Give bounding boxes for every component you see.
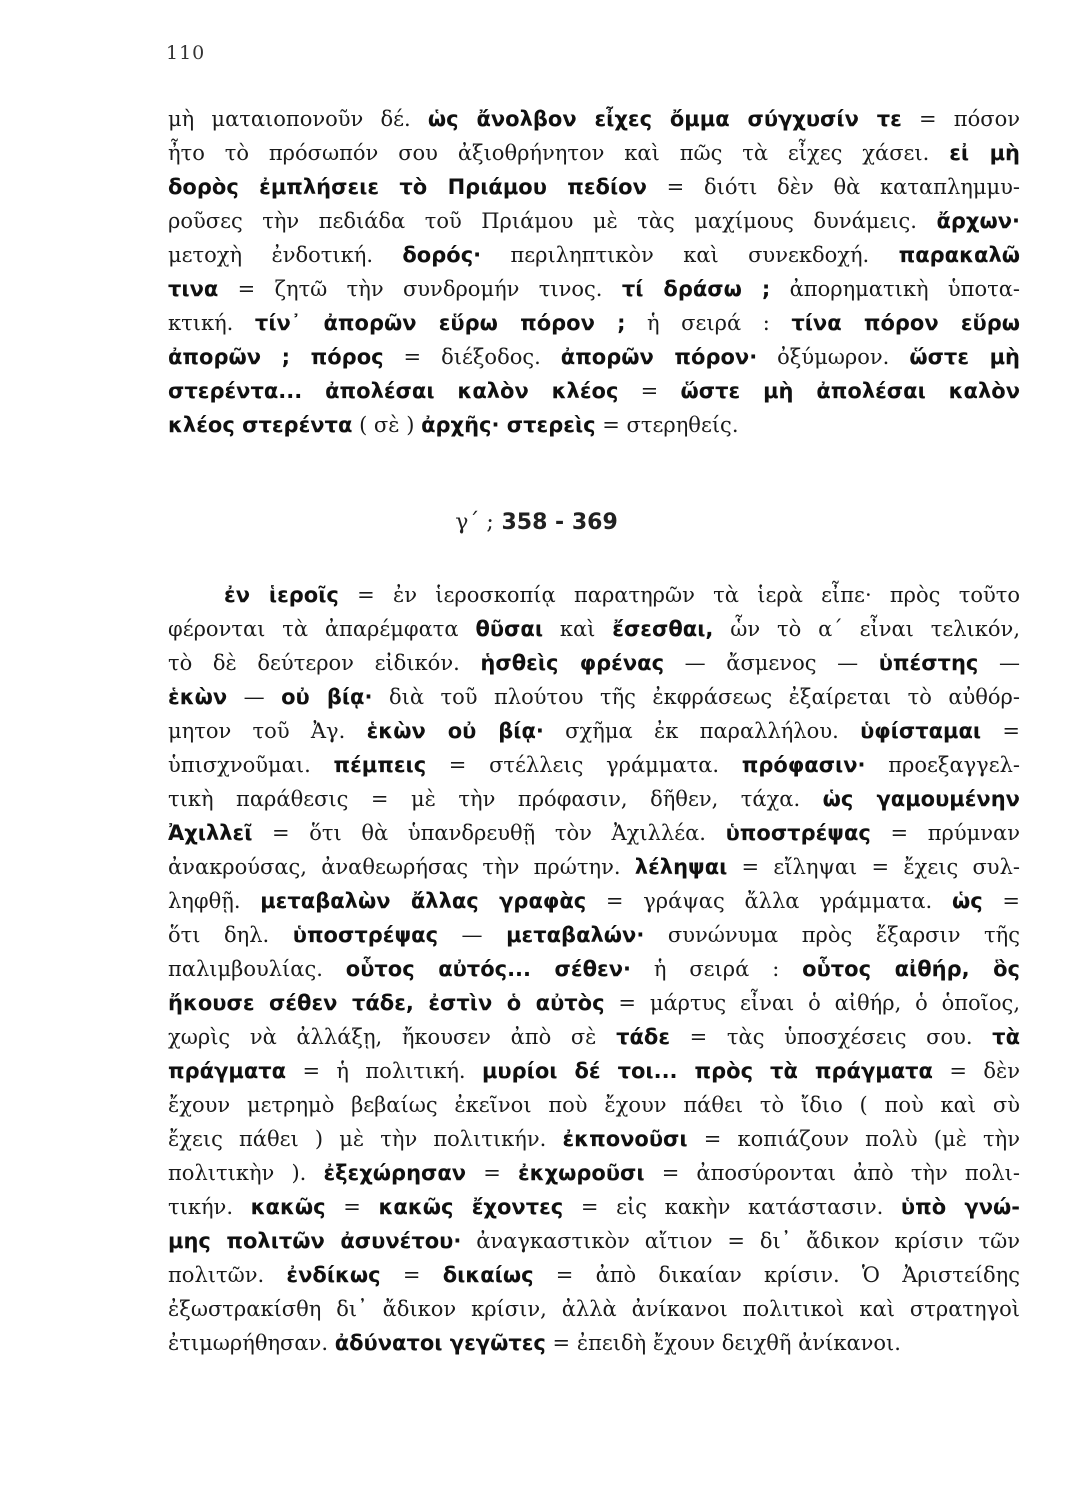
lemma-bold: ἐξεχώρησαν	[323, 1161, 467, 1185]
gloss-text: = μάρτυς εἶναι ὁ αἰθήρ, ὁ ὁποῖος,	[604, 991, 1020, 1015]
lemma-bold: ἐκπονοῦσι	[562, 1127, 688, 1151]
lemma-bold: μεταβαλὼν ἄλλας γραφὰς	[260, 889, 587, 913]
lemma-bold: ἐκχωροῦσι	[517, 1161, 645, 1185]
lemma-bold: ὥστε μὴ ἀπολέσαι καλὸν	[680, 379, 1020, 403]
gloss-text: χωρὶς νὰ ἀλλάξῃ, ἤκουσεν ἀπὸ σὲ	[168, 1025, 617, 1049]
gloss-text: ροῦσες τὴν πεδιάδα τοῦ Πριάμου μὲ τὰς μαχίμους δυνάμεις.	[168, 209, 937, 233]
lemma-bold: ἀπορῶν ; πόρος	[168, 345, 384, 369]
section-line-range: 358 - 369	[501, 510, 618, 535]
gloss-text: = διέξοδος.	[383, 345, 561, 369]
gloss-text: φέρονται τὰ ἀπαρέμφατα	[168, 617, 476, 641]
gloss-text: συνώνυμα πρὸς ἔξαρσιν τῆς	[644, 923, 1020, 947]
text-line	[168, 1088, 1020, 1122]
gloss-text: τὸ δὲ δεύτερον εἰδικόν.	[168, 651, 481, 675]
lemma-bold: Ἀχιλλεῖ	[168, 821, 253, 845]
text-line	[168, 714, 1020, 748]
gloss-text: —	[227, 685, 282, 709]
text-line	[168, 204, 1020, 238]
lemma-bold: ὡς γαμουμένην	[822, 787, 1020, 811]
lemma-bold: ἀρχῆς· στερεὶς	[421, 413, 596, 437]
lemma-bold: ὑπέστης	[878, 651, 979, 675]
gloss-text: περιληπτικὸν καὶ συνεκδοχή.	[481, 243, 899, 267]
lemma-bold: ἀδύνατοι γεγῶτες	[334, 1331, 546, 1355]
text-line	[168, 816, 1020, 850]
lemma-bold: ἤκουσε σέθεν τάδε, ἐστὶν ὁ αὐτὸς	[168, 991, 605, 1015]
text-line	[168, 782, 1020, 816]
gloss-text: παλιμβουλίας.	[168, 957, 346, 981]
text-line	[168, 408, 1020, 442]
lemma-bold: μεταβαλών·	[506, 923, 645, 947]
gloss-text: =	[618, 379, 681, 403]
gloss-text: =	[982, 889, 1020, 913]
lemma-bold: δικαίως	[442, 1263, 534, 1287]
lemma-bold: ἑκὼν οὐ βίᾳ·	[366, 719, 544, 743]
lemma-bold: ἀπορῶν πόρον·	[560, 345, 758, 369]
gloss-text: ὅτι δηλ.	[168, 923, 293, 947]
page-number: 110	[166, 42, 206, 64]
text-line	[168, 170, 1020, 204]
text-line	[168, 986, 1020, 1020]
paragraph-commentary-1	[168, 102, 1020, 442]
text-line	[168, 1020, 1020, 1054]
lemma-bold: δορὸς ἐμπλήσειε τὸ Πριάμου πεδίον	[168, 175, 647, 199]
gloss-text: = στέλλεις γράμματα.	[426, 753, 742, 777]
gloss-text: = ἐπειδὴ ἔχουν δειχθῆ ἀνίκανοι.	[545, 1331, 901, 1355]
gloss-text: ( σὲ )	[352, 413, 422, 437]
text-line	[168, 1258, 1020, 1292]
gloss-text: =	[325, 1195, 379, 1219]
text-line	[168, 340, 1020, 374]
lemma-bold: κακῶς	[250, 1195, 326, 1219]
text-line	[168, 272, 1020, 306]
lemma-bold: ὑποστρέψας	[725, 821, 871, 845]
lemma-bold: ὑφίσταμαι	[860, 719, 982, 743]
gloss-text: = στερηθείς.	[595, 413, 739, 437]
lemma-bold: δορός·	[402, 243, 482, 267]
text-line	[168, 1292, 1020, 1326]
lemma-bold: ἄρχων·	[936, 209, 1020, 233]
gloss-text: μητον τοῦ Ἀγ.	[168, 719, 367, 743]
text-line	[168, 102, 1020, 136]
lemma-bold: ἐν ἱεροῖς	[224, 583, 339, 607]
lemma-bold: τάδε	[616, 1025, 671, 1049]
gloss-text: = ὅτι θὰ ὑπανδρευθῇ τὸν Ἀχιλλέα.	[252, 821, 726, 845]
lemma-bold: παρακαλῶ	[898, 243, 1020, 267]
text-line	[168, 646, 1020, 680]
lemma-bold: εἰ μὴ	[949, 141, 1020, 165]
text-line	[168, 578, 1020, 612]
gloss-text: πολιτικὴν ).	[168, 1161, 324, 1185]
paragraph-commentary-2	[168, 578, 1020, 1360]
lemma-bold: πράγματα	[168, 1059, 287, 1083]
gloss-text: = κοπιάζουν πολὺ (μὲ τὴν	[687, 1127, 1020, 1151]
lemma-bold: ὑποστρέψας	[292, 923, 439, 947]
text-line	[168, 952, 1020, 986]
lemma-bold: πρόφασιν·	[741, 753, 866, 777]
lemma-bold: ἐνδίκως	[286, 1263, 381, 1287]
lemma-bold: ὡς	[951, 889, 983, 913]
gloss-text: = δὲν	[932, 1059, 1020, 1083]
text-line	[168, 1190, 1020, 1224]
gloss-text: καὶ	[543, 617, 613, 641]
lemma-bold: τίν᾽ ἀπορῶν εὕρω πόρον ;	[254, 311, 626, 335]
gloss-text: = εἴληψαι = ἔχεις συλ-	[727, 855, 1020, 879]
text-line	[168, 1122, 1020, 1156]
lemma-bold: τὰ	[992, 1025, 1020, 1049]
gloss-text: = γράψας ἄλλα γράμματα.	[586, 889, 952, 913]
lemma-bold: μης πολιτῶν ἀσυνέτου·	[168, 1229, 462, 1253]
gloss-text: ἀπορηματικὴ ὑποτα-	[770, 277, 1020, 301]
gloss-text: —	[978, 651, 1020, 675]
gloss-text: = πόσον	[901, 107, 1020, 131]
gloss-text: ὑπισχνοῦμαι.	[168, 753, 334, 777]
lemma-bold: τί δράσω ;	[621, 277, 771, 301]
lemma-bold: οὗτος αὐτός... σέθεν·	[345, 957, 631, 981]
gloss-text: ἔχεις πάθει ) μὲ τὴν πολιτικήν.	[168, 1127, 563, 1151]
lemma-bold: ἔσεσθαι,	[612, 617, 714, 641]
text-line	[168, 136, 1020, 170]
gloss-text: =	[466, 1161, 518, 1185]
lemma-bold: λέληψαι	[634, 855, 728, 879]
gloss-text: ὀξύμωρον.	[757, 345, 910, 369]
gloss-text: διὰ τοῦ πλούτου τῆς ἐκφράσεως ἐξαίρεται τὸ αὐθόρ-	[372, 685, 1020, 709]
lemma-bold: τίνα πόρον εὕρω	[791, 311, 1020, 335]
gloss-text: = ἀποσύρονται ἀπὸ τὴν πολι-	[644, 1161, 1020, 1185]
gloss-text: προεξαγγελ-	[865, 753, 1020, 777]
gloss-text: κτική.	[168, 311, 255, 335]
lemma-bold: μυρίοι δέ τοι... πρὸς τὰ πράγματα	[481, 1059, 933, 1083]
lemma-bold: ὑπὸ γνώ-	[900, 1195, 1020, 1219]
gloss-text: ἦτο τὸ πρόσωπόν σου ἀξιοθρήνητον καὶ πῶς τὰ εἶχες χάσει.	[168, 141, 950, 165]
gloss-text: ἀναγκαστικὸν αἴτιον = δι᾽ ἄδικον κρίσιν τῶν	[461, 1229, 1020, 1253]
text-line	[168, 850, 1020, 884]
section-numeral: γ΄ ;	[455, 510, 494, 535]
text-line	[168, 306, 1020, 340]
gloss-text: ἡ σειρά :	[625, 311, 792, 335]
lemma-bold: ἑκὼν	[168, 685, 228, 709]
gloss-text: = διότι δὲν θὰ καταπλημμυ-	[646, 175, 1020, 199]
gloss-text: ἡ σειρά :	[630, 957, 803, 981]
lemma-bold: ὥστε μὴ	[909, 345, 1020, 369]
gloss-text: = ἐν ἱεροσκοπίᾳ παρατηρῶν τὰ ἱερὰ εἶπε· πρὸς τοῦτο	[338, 583, 1020, 607]
gloss-text: = ζητῶ τὴν συνδρομήν τινος.	[218, 277, 622, 301]
gloss-text: μὴ ματαιοπονοῦν δέ.	[168, 107, 428, 131]
lemma-bold: κακῶς ἔχοντες	[378, 1195, 564, 1219]
text-line	[168, 612, 1020, 646]
gloss-text: ἐξωστρακίσθη δι᾽ ἄδικον κρίσιν, ἀλλὰ ἀνίκανοι πολιτικοὶ καὶ στρατηγοὶ	[168, 1297, 1020, 1321]
text-line	[168, 918, 1020, 952]
text-line	[168, 680, 1020, 714]
lemma-bold: ἡσθεὶς φρένας	[480, 651, 665, 675]
gloss-text: —	[438, 923, 507, 947]
gloss-text: = τὰς ὑποσχέσεις σου.	[670, 1025, 993, 1049]
gloss-text: ὧν τὸ α΄ εἶναι τελικόν,	[713, 617, 1020, 641]
text-line	[168, 238, 1020, 272]
gloss-text: μετοχὴ ἐνδοτική.	[168, 243, 403, 267]
lemma-bold: θῦσαι	[475, 617, 544, 641]
text-line	[168, 748, 1020, 782]
lemma-bold: τινα	[168, 277, 219, 301]
lemma-bold: κλέος στερέντα	[168, 413, 353, 437]
gloss-text: = πρύμναν	[870, 821, 1020, 845]
text-line	[168, 1054, 1020, 1088]
gloss-text: — ἄσμενος —	[664, 651, 879, 675]
lemma-bold: πέμπεις	[333, 753, 427, 777]
gloss-text: ληφθῇ.	[168, 889, 261, 913]
gloss-text: ἐτιμωρήθησαν.	[168, 1331, 335, 1355]
lemma-bold: στερέντα... ἀπολέσαι καλὸν κλέος	[168, 379, 619, 403]
section-heading	[0, 510, 1073, 535]
gloss-text: = εἰς κακὴν κατάστασιν.	[563, 1195, 901, 1219]
gloss-text: τικὴ παράθεσις = μὲ τὴν πρόφασιν, δῆθεν, τάχα.	[168, 787, 823, 811]
lemma-bold: οὐ βίᾳ·	[281, 685, 373, 709]
gloss-text: πολιτῶν.	[168, 1263, 287, 1287]
lemma-bold: ὡς ἄνολβον εἶχες ὄμμα σύγχυσίν τε	[427, 107, 902, 131]
gloss-text: τικήν.	[168, 1195, 251, 1219]
gloss-text: = ἡ πολιτική.	[286, 1059, 482, 1083]
text-line	[168, 1224, 1020, 1258]
gloss-text: ἀνακρούσας, ἀναθεωρήσας τὴν πρώτην.	[168, 855, 635, 879]
gloss-text: = ἀπὸ δικαίαν κρίσιν. Ὁ Ἀριστείδης	[533, 1263, 1020, 1287]
gloss-text: σχῆμα ἐκ παραλλήλου.	[543, 719, 861, 743]
lemma-bold: οὗτος αἰθήρ, ὃς	[802, 957, 1020, 981]
text-line	[168, 884, 1020, 918]
gloss-text: =	[380, 1263, 443, 1287]
text-line	[168, 374, 1020, 408]
gloss-text: ἔχουν μετρημὸ βεβαίως ἐκεῖνοι ποὺ ἔχουν πάθει τὸ ἴδιο ( ποὺ καὶ σὺ	[168, 1093, 1020, 1117]
gloss-text: =	[981, 719, 1020, 743]
text-line	[168, 1326, 1020, 1360]
text-line	[168, 1156, 1020, 1190]
